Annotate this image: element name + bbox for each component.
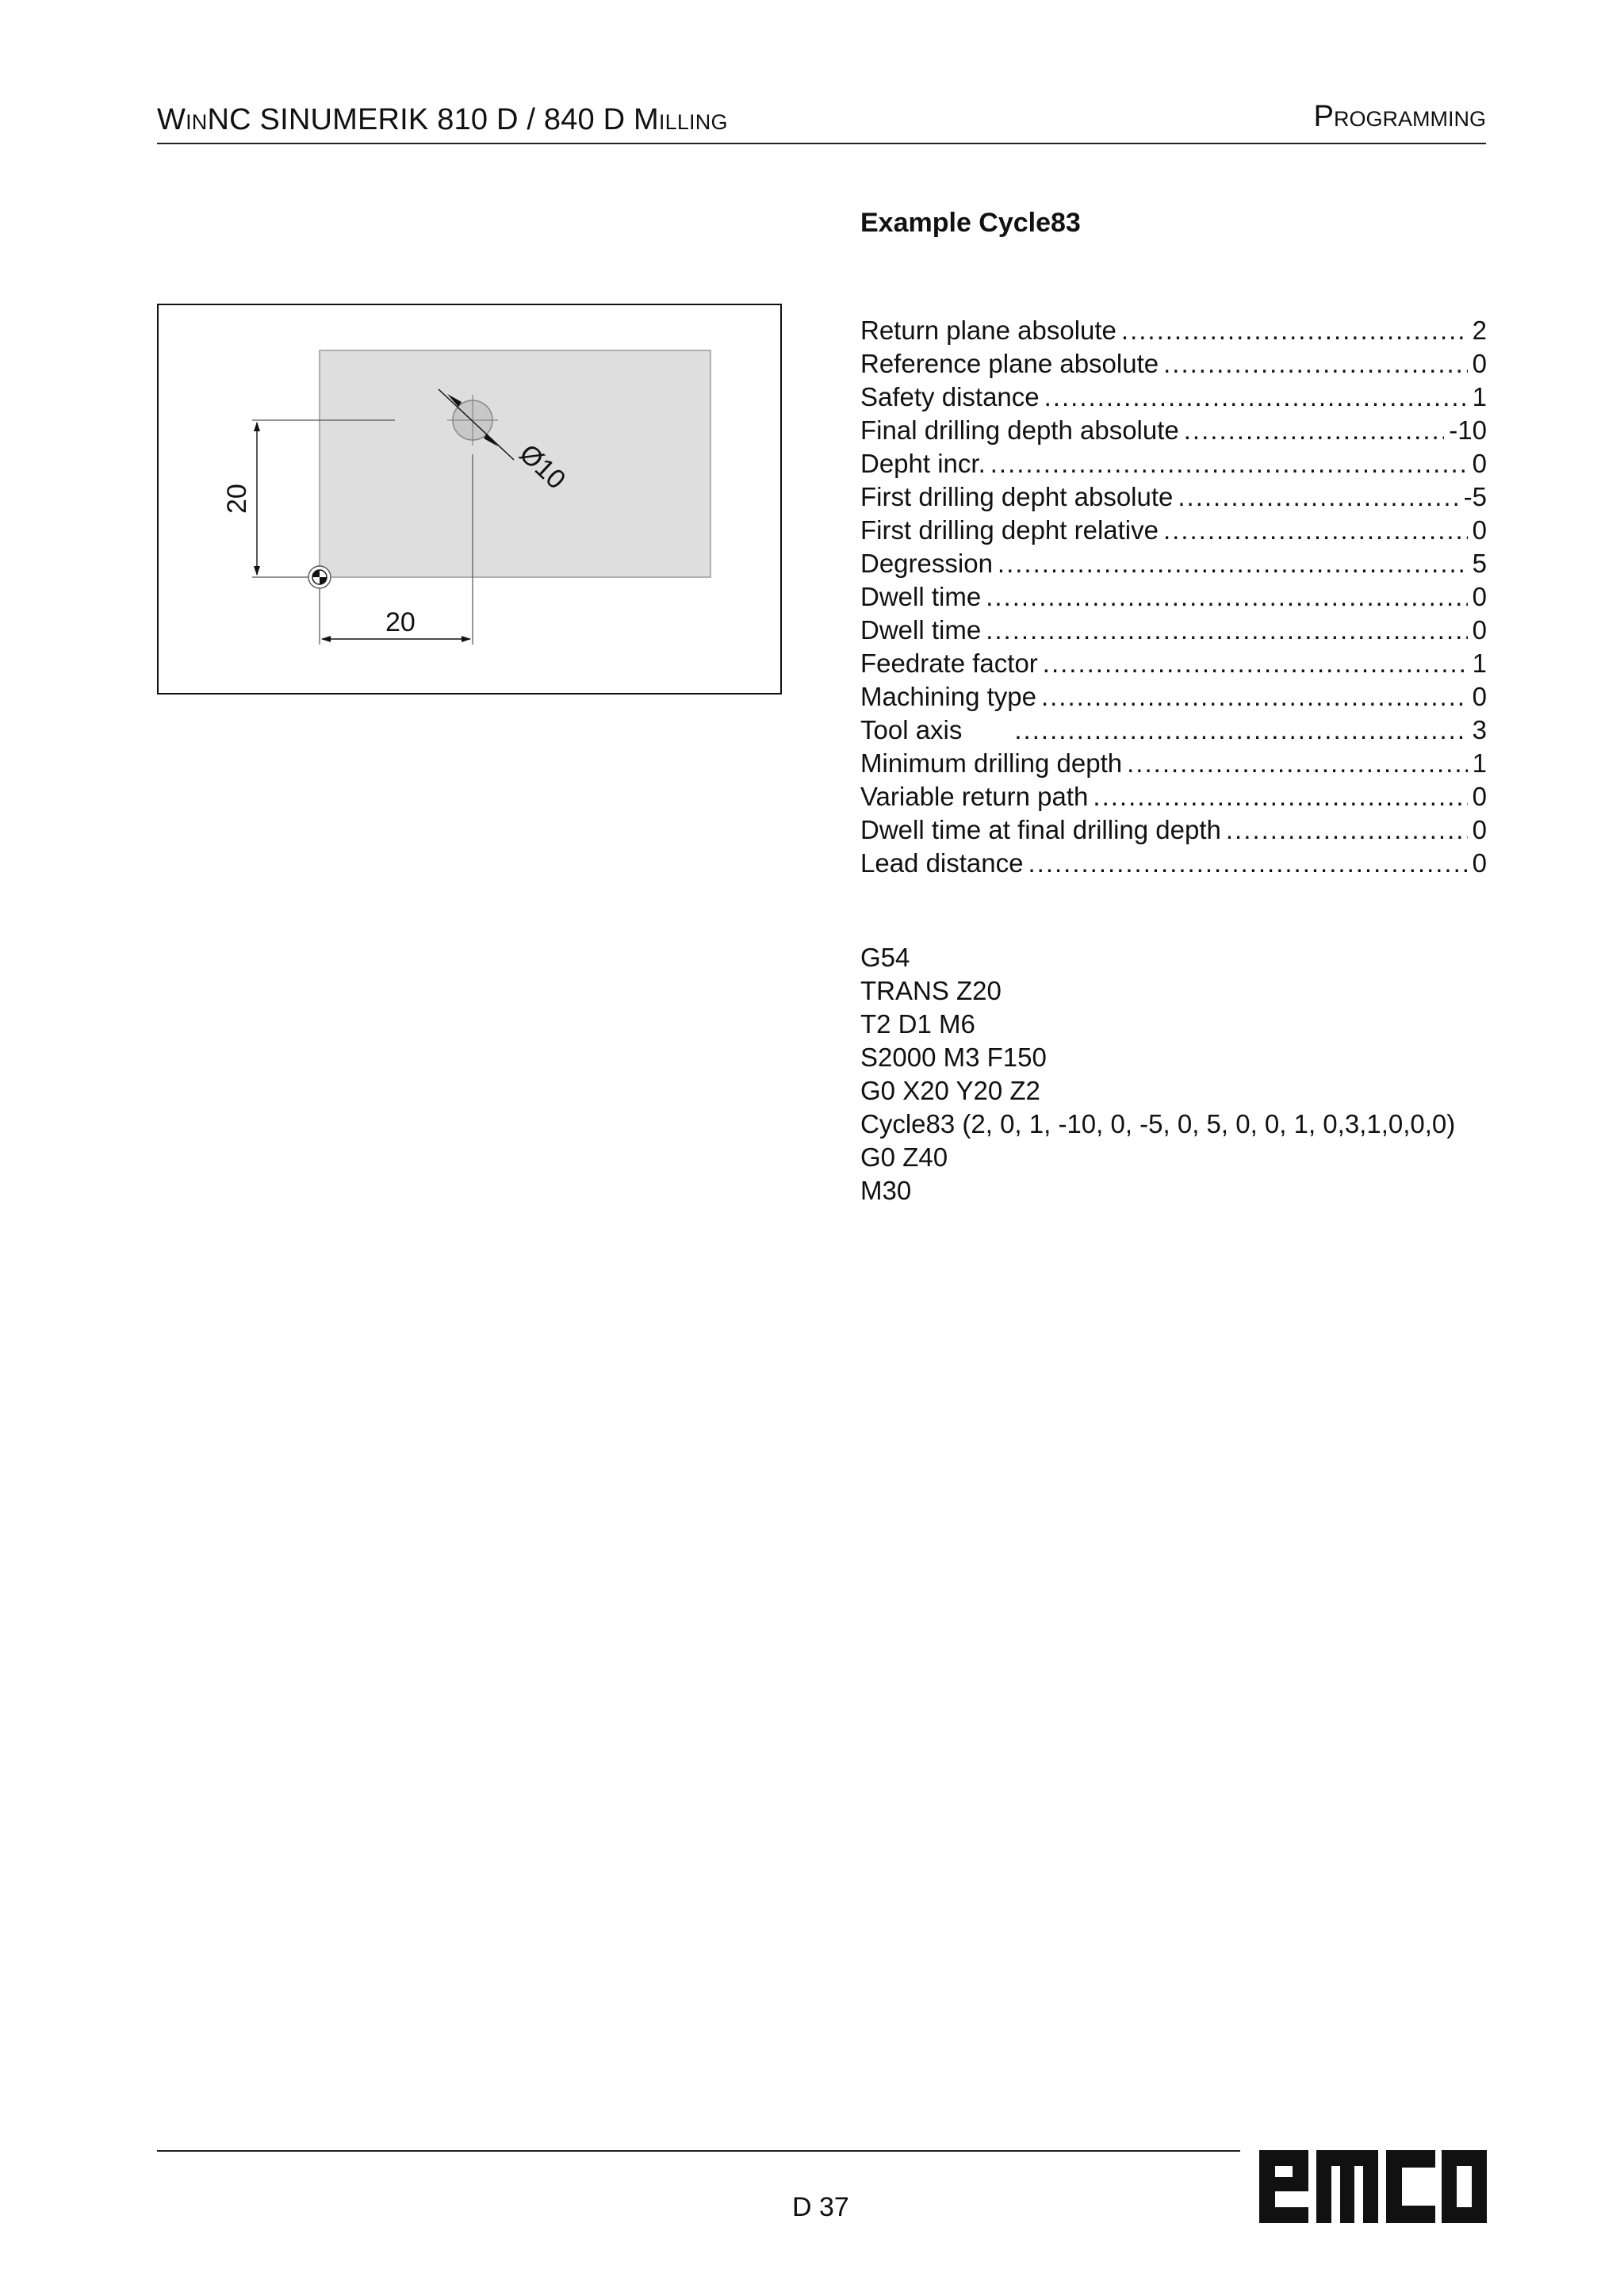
program-line: G54 <box>860 943 910 972</box>
program-line: G0 Z40 <box>860 1142 948 1172</box>
document-title: WINNC SINUMERIK 810 D / 840 D MILLING <box>157 103 728 136</box>
parameter-row: Feedrate factor ..... 1 <box>860 649 1487 682</box>
chapter-title: PROGRAMMING <box>1313 100 1486 133</box>
parameter-row: Machining type ..... 0 <box>860 682 1487 715</box>
parameter-row: Reference plane absolute ..... 0 <box>860 349 1487 382</box>
nc-program-listing <box>860 941 1455 1207</box>
cycle-parameter-list <box>860 316 1487 882</box>
parameter-row: Dwell time at final drilling depth ..... 0 <box>860 815 1487 848</box>
parameter-row: Final drilling depth absolute ..... -10 <box>860 415 1487 449</box>
parameter-row: First drilling depht absolute ..... -5 <box>860 482 1487 515</box>
parameter-row: Depht incr. ..... 0 <box>860 449 1487 482</box>
program-line: Cycle83 (2, 0, 1, -10, 0, -5, 0, 5, 0, 0, 1, 0,3,1,0,0,0) <box>860 1109 1456 1138</box>
workpiece-rectangle <box>320 350 710 577</box>
program-line: TRANS Z20 <box>860 976 1002 1005</box>
parameter-row: Lead distance ..... 0 <box>860 848 1487 882</box>
header-divider <box>157 143 1486 144</box>
parameter-row: Tool axis ..... 3 <box>860 715 1487 748</box>
program-line: T2 D1 M6 <box>860 1009 975 1039</box>
footer-divider <box>157 2150 1240 2152</box>
page-number: D 37 <box>792 2192 849 2222</box>
vertical-dimension-label: 20 <box>222 484 252 514</box>
workpiece-zero-icon <box>308 566 331 588</box>
parameter-row: Dwell time ..... 0 <box>860 615 1487 649</box>
horizontal-dimension-label: 20 <box>385 607 416 637</box>
parameter-row: First drilling depht relative ..... 0 <box>860 515 1487 549</box>
section-title: Example Cycle83 <box>860 208 1081 238</box>
parameter-row: Return plane absolute ..... 2 <box>860 316 1487 349</box>
program-line: S2000 M3 F150 <box>860 1043 1047 1072</box>
workpiece-drawing <box>157 304 782 695</box>
parameter-row: Dwell time ..... 0 <box>860 582 1487 615</box>
program-line: G0 X20 Y20 Z2 <box>860 1076 1040 1105</box>
diameter-label: Ø10 <box>513 438 572 496</box>
emco-logo <box>1259 2150 1487 2223</box>
parameter-row: Variable return path ..... 0 <box>860 782 1487 815</box>
parameter-row: Degression ..... 5 <box>860 549 1487 582</box>
parameter-row: Safety distance ..... 1 <box>860 382 1487 415</box>
program-line: M30 <box>860 1176 912 1205</box>
parameter-row: Minimum drilling depth ..... 1 <box>860 748 1487 782</box>
